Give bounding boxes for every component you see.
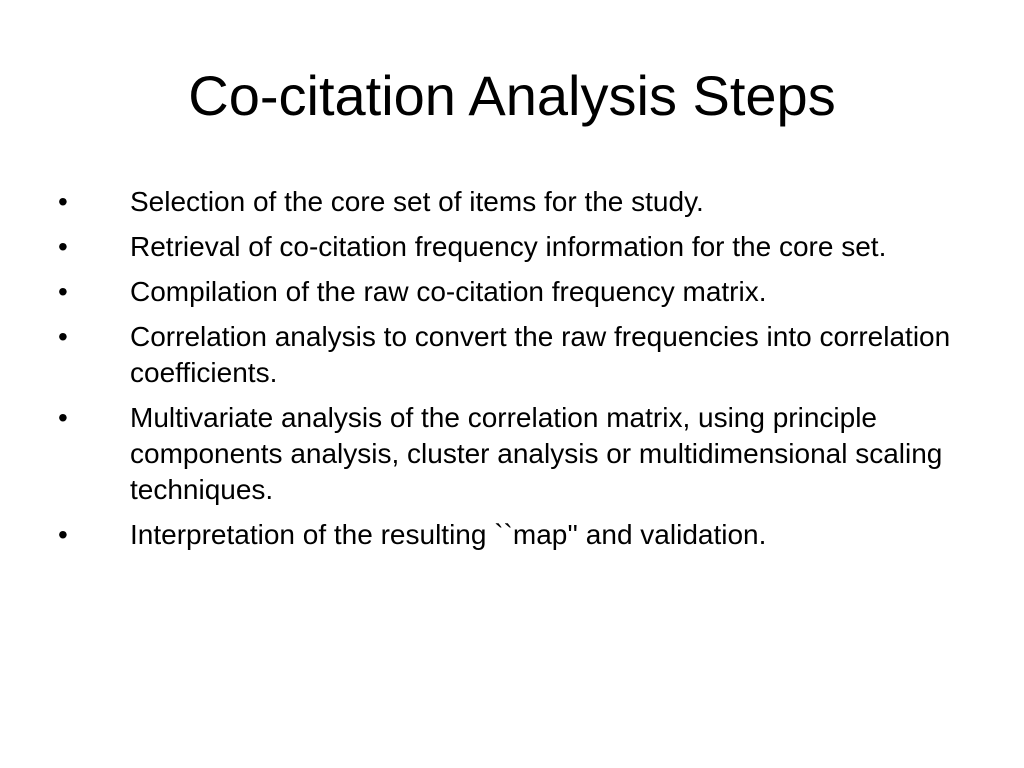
bullet-list [58, 184, 988, 562]
bullet-text: Interpretation of the resulting ``map'' and validation. [130, 519, 767, 550]
bullet-marker: • [58, 321, 68, 352]
list-item [58, 229, 988, 265]
bullet-marker: • [58, 402, 68, 433]
bullet-marker: • [58, 186, 68, 217]
bullet-text: Correlation analysis to convert the raw frequencies into correlation coefficients. [130, 321, 951, 388]
bullet-marker: • [58, 276, 68, 307]
bullet-text: Retrieval of co-citation frequency information for the core set. [130, 231, 887, 262]
bullet-text: Compilation of the raw co-citation frequency matrix. [130, 276, 767, 307]
list-item [58, 517, 988, 553]
bullet-text: Selection of the core set of items for the study. [130, 186, 704, 217]
bullet-marker: • [58, 519, 68, 550]
list-item [58, 184, 988, 220]
list-item [58, 274, 988, 310]
slide-title: Co-citation Analysis Steps [188, 64, 836, 127]
list-item [58, 400, 988, 508]
list-item [58, 319, 988, 391]
bullet-text: Multivariate analysis of the correlation matrix, using principle components analysis, cluster analysis or multidimensional scaling techniques. [130, 402, 943, 505]
bullet-marker: • [58, 231, 68, 262]
